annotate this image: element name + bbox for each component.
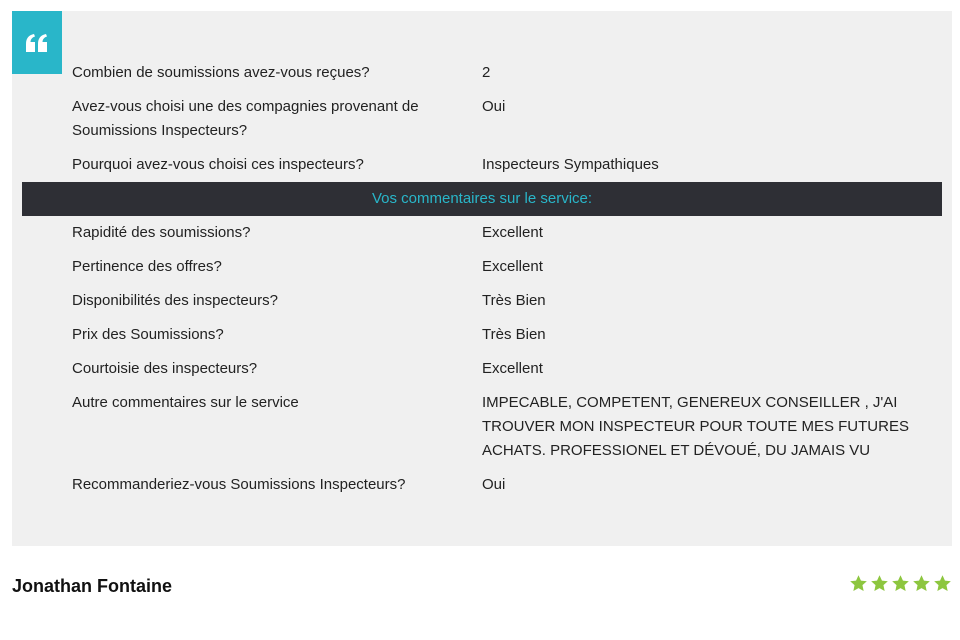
qa-answer: IMPECABLE, COMPETENT, GENEREUX CONSEILLER , J'AI TROUVER MON INSPECTEUR POUR TOUTE MES FUTURES ACHATS. PROFESSIONEL ET DÉVOUÉ, DU JAMAIS VU: [482, 394, 909, 459]
qa-question: Recommanderiez-vous Soumissions Inspecteurs?: [72, 476, 406, 493]
qa-question: Prix des Soumissions?: [72, 326, 224, 343]
reviewer-name: Jonathan Fontaine: [12, 576, 173, 596]
qa-row-why-chosen: [22, 148, 942, 182]
qa-answer: Très Bien: [482, 326, 546, 343]
qa-answer: Très Bien: [482, 292, 546, 309]
qa-row-submissions-count: [22, 56, 942, 90]
qa-row-other-comments: [22, 386, 942, 468]
qa-question: Pourquoi avez-vous choisi ces inspecteurs?: [72, 156, 364, 173]
qa-row-speed: [22, 216, 942, 250]
star-icon: [933, 574, 952, 593]
section-title-bar: Vos commentaires sur le service:: [22, 182, 942, 216]
qa-row-relevance: [22, 250, 942, 284]
qa-row-price: [22, 318, 942, 352]
qa-question: Autre commentaires sur le service: [72, 394, 299, 411]
star-icon: [891, 574, 910, 593]
star-icon: [849, 574, 868, 593]
qa-row-chose-company: [22, 90, 942, 148]
star-icon: [870, 574, 889, 593]
qa-answer: Excellent: [482, 258, 543, 275]
qa-question: Avez-vous choisi une des compagnies provenant de Soumissions Inspecteurs?: [72, 98, 419, 139]
qa-answer: 2: [482, 64, 491, 81]
qa-question: Disponibilités des inspecteurs?: [72, 292, 278, 309]
qa-answer: Inspecteurs Sympathiques: [482, 156, 659, 173]
qa-answer: Excellent: [482, 224, 543, 241]
qa-question: Rapidité des soumissions?: [72, 224, 251, 241]
review-card: [12, 11, 952, 546]
qa-table: [22, 56, 942, 502]
star-rating: [849, 574, 952, 593]
qa-answer: Oui: [482, 98, 506, 115]
qa-question: Combien de soumissions avez-vous reçues?: [72, 64, 370, 81]
qa-row-courtesy: [22, 352, 942, 386]
qa-question: Pertinence des offres?: [72, 258, 222, 275]
star-icon: [912, 574, 931, 593]
qa-answer: Excellent: [482, 360, 543, 377]
qa-row-recommend: [22, 468, 942, 502]
qa-answer: Oui: [482, 476, 506, 493]
quote-icon: [25, 33, 49, 53]
qa-question: Courtoisie des inspecteurs?: [72, 360, 258, 377]
qa-row-availability: [22, 284, 942, 318]
